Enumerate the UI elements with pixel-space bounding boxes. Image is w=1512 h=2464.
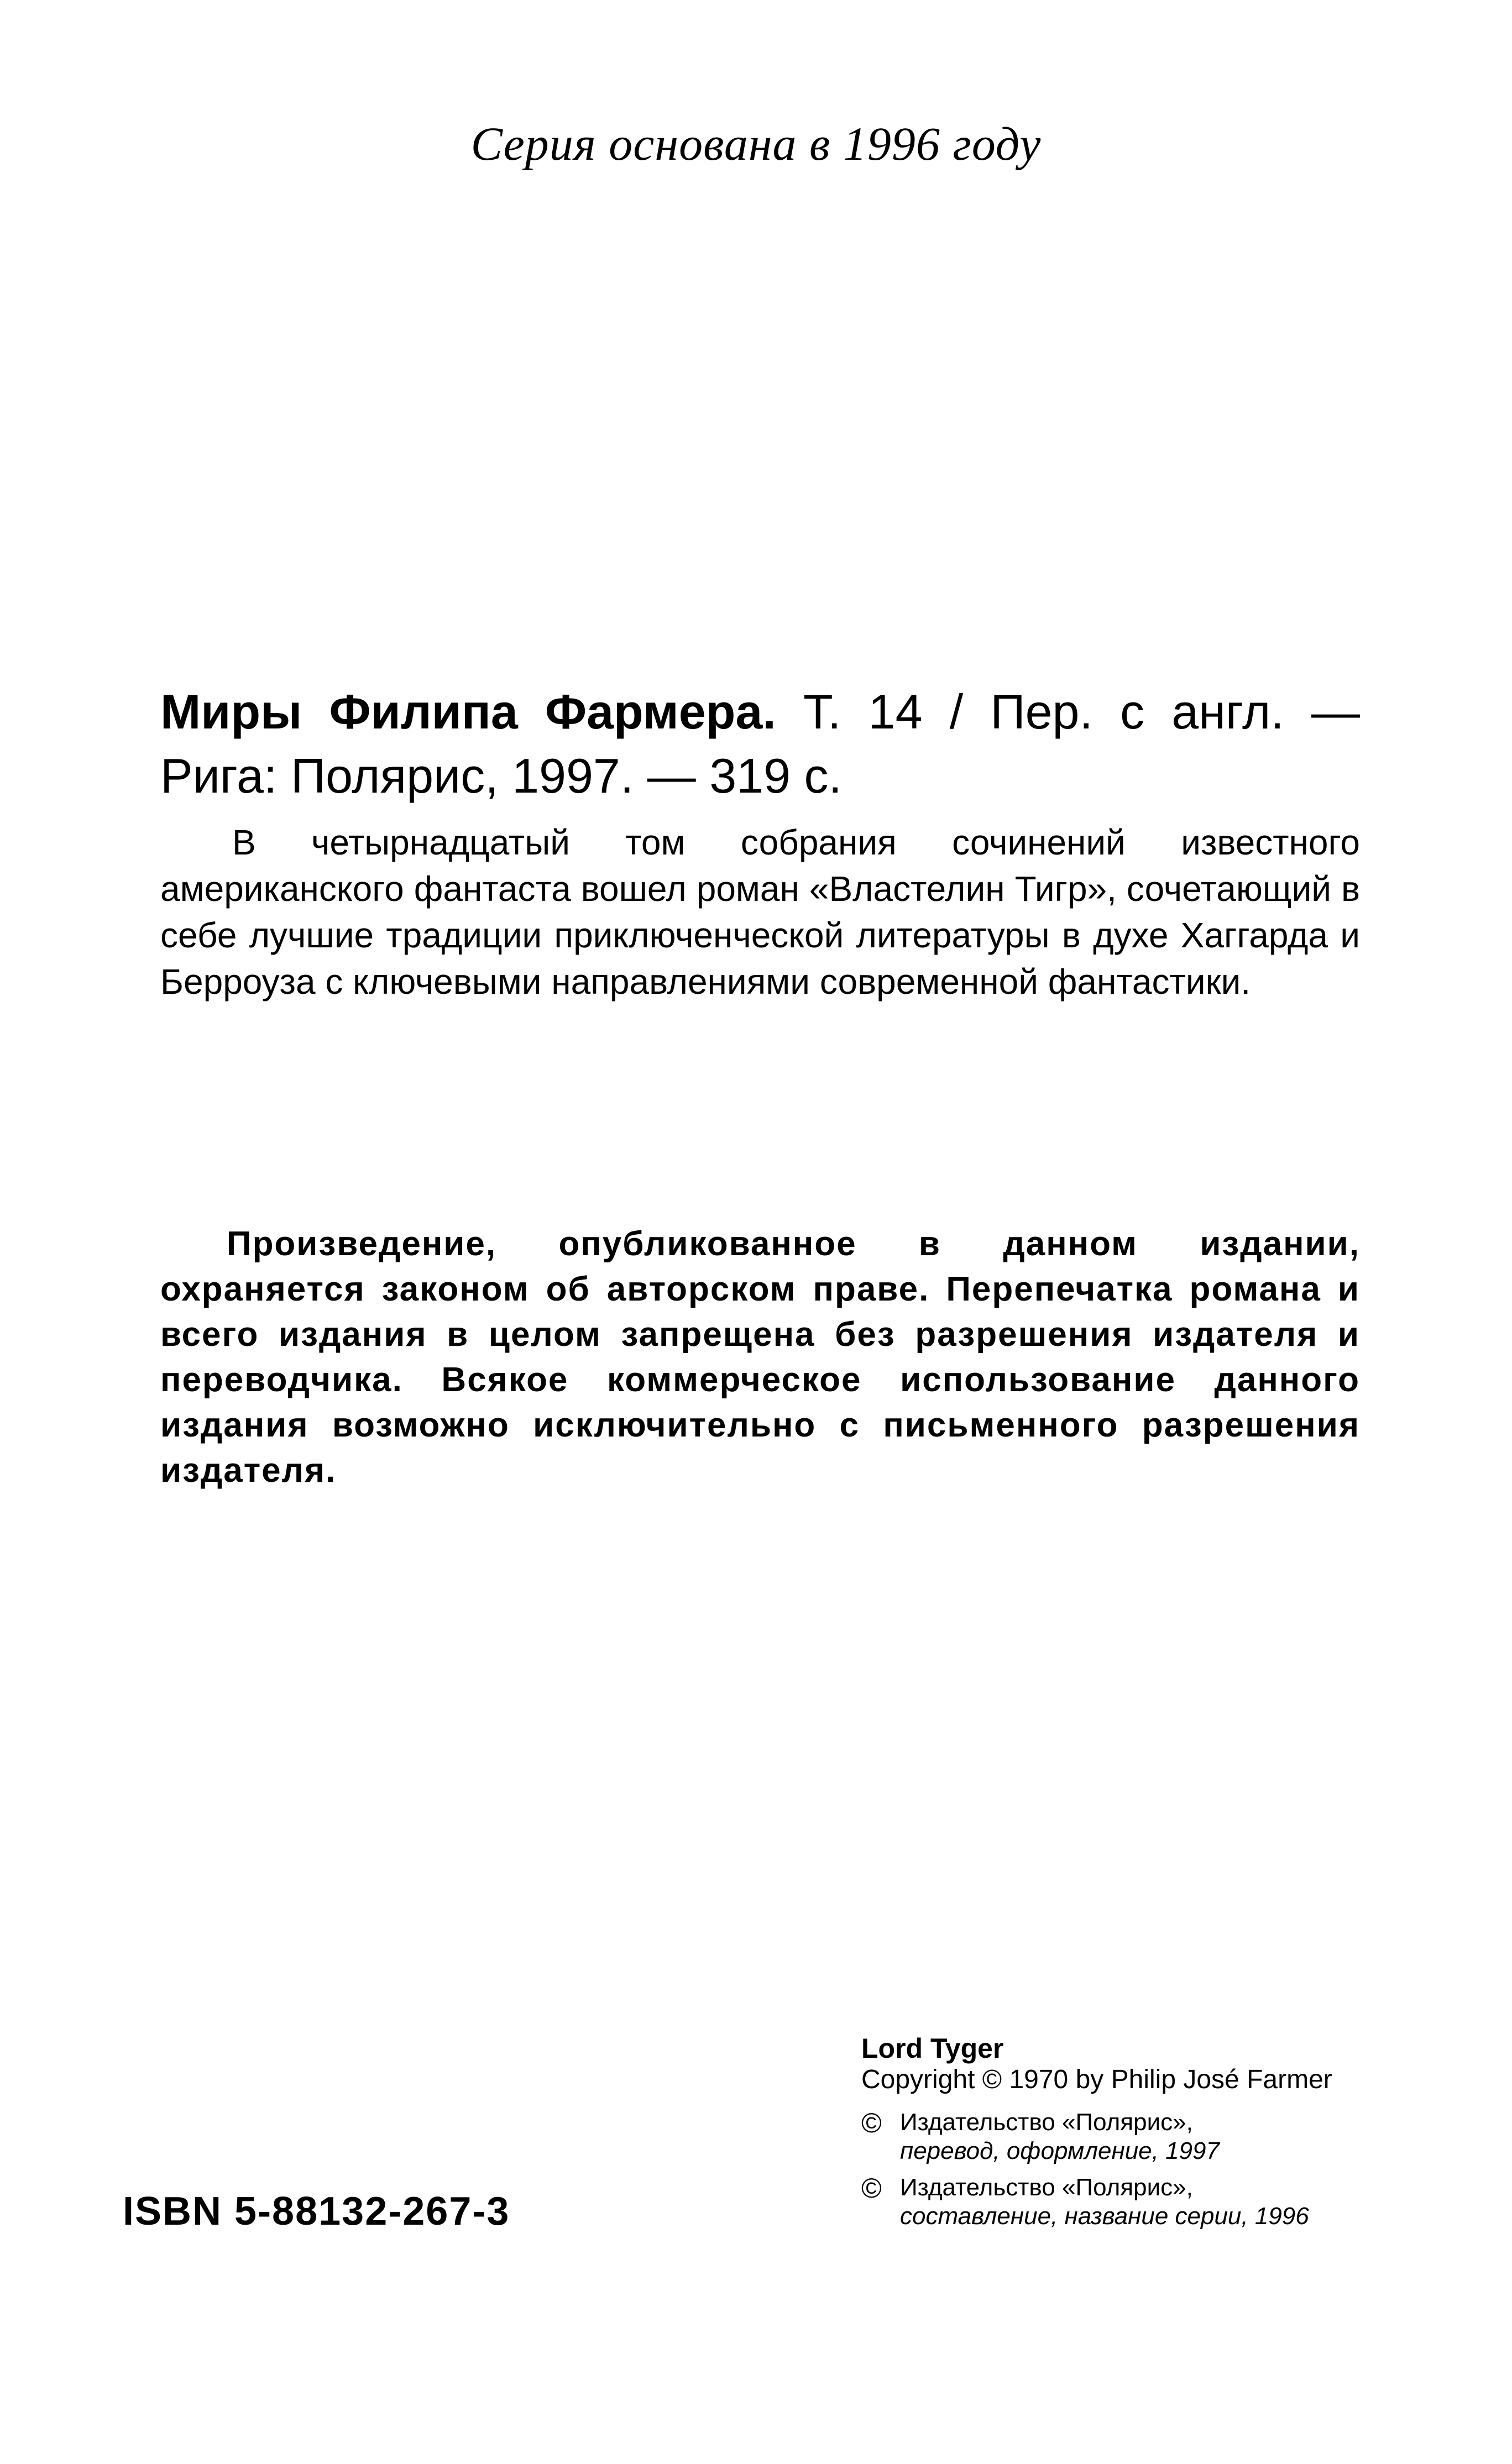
bibliographic-heading — [160, 680, 1360, 808]
original-title: Lord Tyger — [861, 2033, 1004, 2064]
publisher-scope: составление, название серии, 1996 — [900, 2203, 1309, 2230]
publisher-name: Издательство «Полярис», — [900, 2174, 1193, 2201]
original-copyright: Copyright © 1970 by Philip José Farmer — [861, 2065, 1332, 2094]
book-annotation: В четырнадцатый том собрания сочинений известного американского фантаста вошел роман «Властелин Тигр», сочетающий в себе лучшие традиции приключенческой литературы в духе Хаггарда и Берроуза с ключевыми направлениями современной фантастики. — [160, 822, 1360, 1002]
publisher-scope: перевод, оформление, 1997 — [900, 2137, 1220, 2164]
publisher-copyright-text — [900, 2108, 1220, 2166]
copyright-sign-icon: © — [861, 2107, 882, 2138]
publisher-copyright-1 — [861, 2108, 1403, 2166]
publisher-copyright-text — [900, 2173, 1309, 2231]
copyright-sign-icon: © — [861, 2173, 882, 2204]
bibliographic-record — [160, 680, 1360, 1005]
isbn: ISBN 5-88132-267-3 — [123, 2189, 510, 2234]
publisher-copyright-2 — [861, 2173, 1403, 2231]
book-title: Миры Филипа Фармера. — [160, 684, 776, 739]
series-note: Серия основана в 1996 году — [470, 117, 1042, 170]
rights-block — [861, 2033, 1403, 2238]
publisher-name: Издательство «Полярис», — [900, 2109, 1193, 2136]
copyright-notice: Произведение, опубликованное в данном издании, охраняется законом об авторском праве. Перепечатка романа и всего издания в целом запрещена без разрешения издателя и переводчика. Всякое коммерческое использование данного издания возможно исключительно с письменного разрешения издателя. — [160, 1225, 1360, 1490]
bibliographic-details: Т. 14 / Пер. с англ. — Рига: Полярис, 1997. — 319 с. — [160, 684, 1360, 803]
